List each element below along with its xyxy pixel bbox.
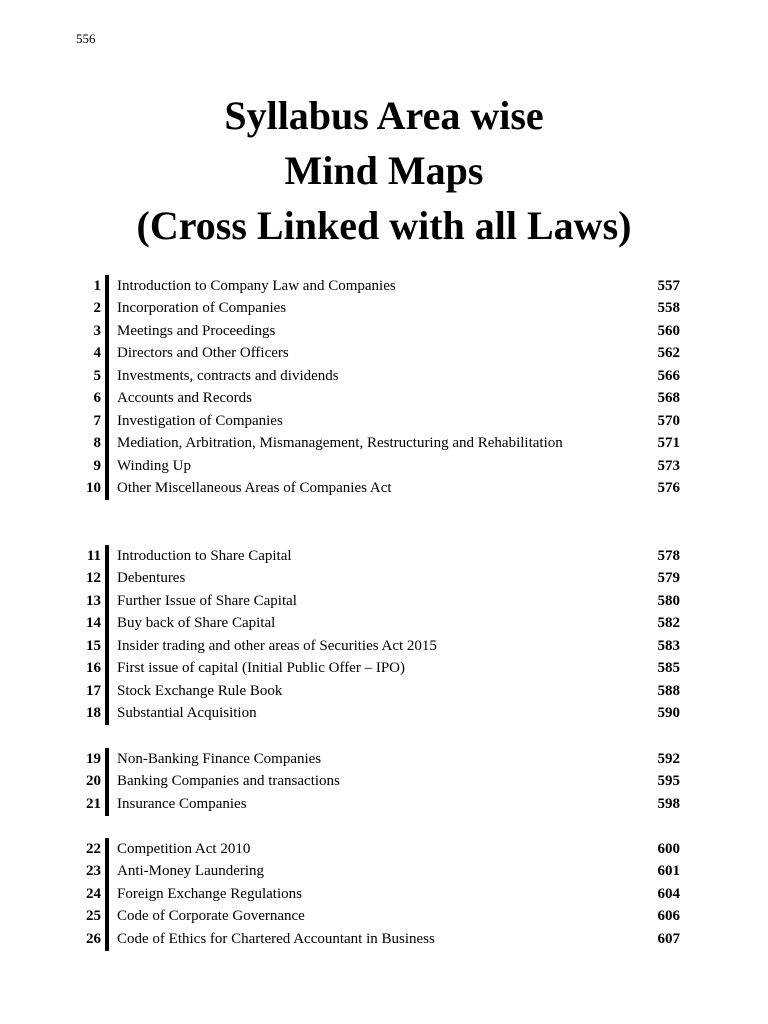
toc-entry-label: Competition Act 2010: [117, 840, 251, 857]
toc-entry[interactable]: [70, 861, 680, 884]
toc-entry-label: Insurance Companies: [117, 795, 247, 812]
toc-divider-bar: [105, 635, 109, 658]
toc-entry-page: 566: [657, 367, 680, 384]
toc-entry-page: 576: [657, 480, 680, 497]
toc-entry-number: 12: [86, 570, 101, 587]
toc-entry-page: 583: [657, 637, 680, 654]
toc-divider-bar: [105, 861, 109, 884]
toc-entry-number: 7: [93, 412, 101, 429]
toc-entry-number: 16: [86, 660, 101, 677]
toc-entry-number: 14: [86, 615, 101, 632]
toc-group-2: [70, 545, 680, 725]
toc-entry-page: 560: [657, 322, 680, 339]
toc-divider-bar: [105, 388, 109, 411]
toc-entry[interactable]: [70, 703, 680, 726]
toc-entry-page: 580: [657, 592, 680, 609]
toc-entry-label: Directors and Other Officers: [117, 345, 289, 362]
page-number: 556: [76, 31, 96, 46]
page-title: [0, 88, 768, 253]
toc-entry-label: Introduction to Company Law and Companies: [117, 277, 396, 294]
toc-entry-label: Investigation of Companies: [117, 412, 283, 429]
toc-entry-page: 582: [657, 615, 680, 632]
toc-divider-bar: [105, 658, 109, 681]
toc-divider-bar: [105, 275, 109, 298]
toc-entry-number: 4: [93, 345, 101, 362]
toc-entry-number: 26: [86, 930, 101, 947]
toc-entry-page: 573: [657, 457, 680, 474]
toc-entry[interactable]: [70, 298, 680, 321]
toc-entry-number: 20: [86, 773, 101, 790]
toc-entry-page: 604: [657, 885, 680, 902]
toc-divider-bar: [105, 748, 109, 771]
toc-entry[interactable]: [70, 771, 680, 794]
title-line-2: Mind Maps: [284, 148, 484, 193]
toc-divider-bar: [105, 298, 109, 321]
toc-entry-label: Non-Banking Finance Companies: [117, 750, 322, 767]
toc-entry-label: Investments, contracts and dividends: [117, 367, 339, 384]
toc-entry-number: 6: [93, 390, 101, 407]
toc-entry[interactable]: [70, 928, 680, 951]
toc-entry-page: 588: [657, 682, 680, 699]
toc-entry-page: 592: [657, 750, 680, 767]
toc-entry-page: 606: [657, 908, 680, 925]
toc-entry[interactable]: [70, 545, 680, 568]
toc-divider-bar: [105, 680, 109, 703]
toc-entry-number: 23: [86, 863, 101, 880]
toc-entry-number: 3: [93, 322, 101, 339]
toc-divider-bar: [105, 478, 109, 501]
toc-divider-bar: [105, 613, 109, 636]
toc-entry-page: 607: [657, 930, 680, 947]
toc-entry-number: 10: [86, 480, 101, 497]
toc-entry-label: Insider trading and other areas of Securities Act 2015: [117, 637, 437, 654]
toc-entry-label: Debentures: [117, 570, 186, 587]
toc-entry[interactable]: [70, 410, 680, 433]
toc-entry-number: 2: [93, 300, 101, 317]
toc-entry-number: 5: [93, 367, 101, 384]
toc-entry[interactable]: [70, 320, 680, 343]
toc-divider-bar: [105, 545, 109, 568]
toc-entry[interactable]: [70, 613, 680, 636]
toc-divider-bar: [105, 568, 109, 591]
toc-divider-bar: [105, 793, 109, 816]
toc-entry-label: Anti-Money Laundering: [117, 863, 265, 880]
toc-entry-number: 18: [86, 705, 101, 722]
toc-entry-label: Stock Exchange Rule Book: [117, 682, 283, 699]
toc-entry-label: Winding Up: [117, 457, 191, 474]
toc-entry[interactable]: [70, 275, 680, 298]
toc-divider-bar: [105, 365, 109, 388]
toc-entry[interactable]: [70, 455, 680, 478]
toc-entry-page: 578: [657, 547, 680, 564]
toc-entry[interactable]: [70, 748, 680, 771]
toc-divider-bar: [105, 590, 109, 613]
toc-divider-bar: [105, 838, 109, 861]
toc-entry[interactable]: [70, 658, 680, 681]
toc-group-1: [70, 275, 680, 500]
toc-entry[interactable]: [70, 793, 680, 816]
toc-entry-number: 17: [86, 682, 101, 699]
toc-entry[interactable]: [70, 590, 680, 613]
toc-entry-label: Foreign Exchange Regulations: [117, 885, 302, 902]
toc-entry-number: 24: [86, 885, 101, 902]
toc-entry-label: Banking Companies and transactions: [117, 773, 340, 790]
toc-entry-page: 600: [657, 840, 680, 857]
toc-entry-page: 595: [657, 773, 680, 790]
toc-entry-number: 9: [93, 457, 101, 474]
toc-entry-label: Incorporation of Companies: [117, 300, 287, 317]
toc-divider-bar: [105, 410, 109, 433]
toc-entry-page: 568: [657, 390, 680, 407]
toc-entry[interactable]: [70, 343, 680, 366]
title-line-1: Syllabus Area wise: [224, 93, 544, 138]
toc-entry-page: 598: [657, 795, 680, 812]
toc-entry-label: Code of Ethics for Chartered Accountant in Business: [117, 930, 435, 947]
toc-entry-label: Accounts and Records: [117, 390, 252, 407]
toc-entry-number: 15: [86, 637, 101, 654]
toc-entry-page: 590: [657, 705, 680, 722]
toc-entry-number: 8: [93, 435, 101, 452]
toc-entry-number: 19: [86, 750, 101, 767]
toc-group-3: [70, 748, 680, 816]
toc-divider-bar: [105, 771, 109, 794]
toc-entry-page: 579: [657, 570, 680, 587]
toc-divider-bar: [105, 343, 109, 366]
toc-entry-number: 1: [93, 277, 101, 294]
toc-divider-bar: [105, 883, 109, 906]
toc-entry-number: 11: [86, 547, 101, 564]
toc-entry[interactable]: [70, 433, 680, 456]
toc-divider-bar: [105, 320, 109, 343]
toc-group-4: [70, 838, 680, 951]
toc-entry[interactable]: [70, 478, 680, 501]
toc-divider-bar: [105, 928, 109, 951]
toc-entry-page: 562: [657, 345, 680, 362]
toc-entry[interactable]: [70, 635, 680, 658]
toc-entry-number: 21: [86, 795, 101, 812]
toc-entry[interactable]: [70, 680, 680, 703]
toc-entry[interactable]: [70, 883, 680, 906]
toc-entry-number: 13: [86, 592, 101, 609]
toc-entry-page: 585: [657, 660, 680, 677]
toc-entry-page: 601: [657, 863, 680, 880]
toc-entry-label: First issue of capital (Initial Public Offer – IPO): [117, 660, 406, 677]
toc-entry[interactable]: [70, 906, 680, 929]
toc-entry-number: 25: [86, 908, 101, 925]
toc-entry-label: Substantial Acquisition: [117, 705, 257, 722]
toc-entry-page: 571: [657, 435, 680, 452]
title-line-3: (Cross Linked with all Laws): [136, 203, 632, 248]
toc-entry-label: Mediation, Arbitration, Mismanagement, Restructuring and Rehabilitation: [117, 435, 563, 452]
toc-entry[interactable]: [70, 568, 680, 591]
toc-entry[interactable]: [70, 365, 680, 388]
toc-entry[interactable]: [70, 388, 680, 411]
toc-divider-bar: [105, 906, 109, 929]
toc-entry-label: Other Miscellaneous Areas of Companies Act: [117, 480, 392, 497]
toc-divider-bar: [105, 433, 109, 456]
toc-divider-bar: [105, 455, 109, 478]
toc-entry-label: Meetings and Proceedings: [117, 322, 276, 339]
toc-entry-label: Further Issue of Share Capital: [117, 592, 297, 609]
toc-entry-number: 22: [86, 840, 101, 857]
toc-divider-bar: [105, 703, 109, 726]
toc-entry-page: 558: [657, 300, 680, 317]
toc-entry-page: 570: [657, 412, 680, 429]
toc-entry[interactable]: [70, 838, 680, 861]
toc-entry-label: Buy back of Share Capital: [117, 615, 276, 632]
toc-entry-label: Code of Corporate Governance: [117, 908, 305, 925]
toc-entry-page: 557: [657, 277, 680, 294]
toc-entry-label: Introduction to Share Capital: [117, 547, 292, 564]
